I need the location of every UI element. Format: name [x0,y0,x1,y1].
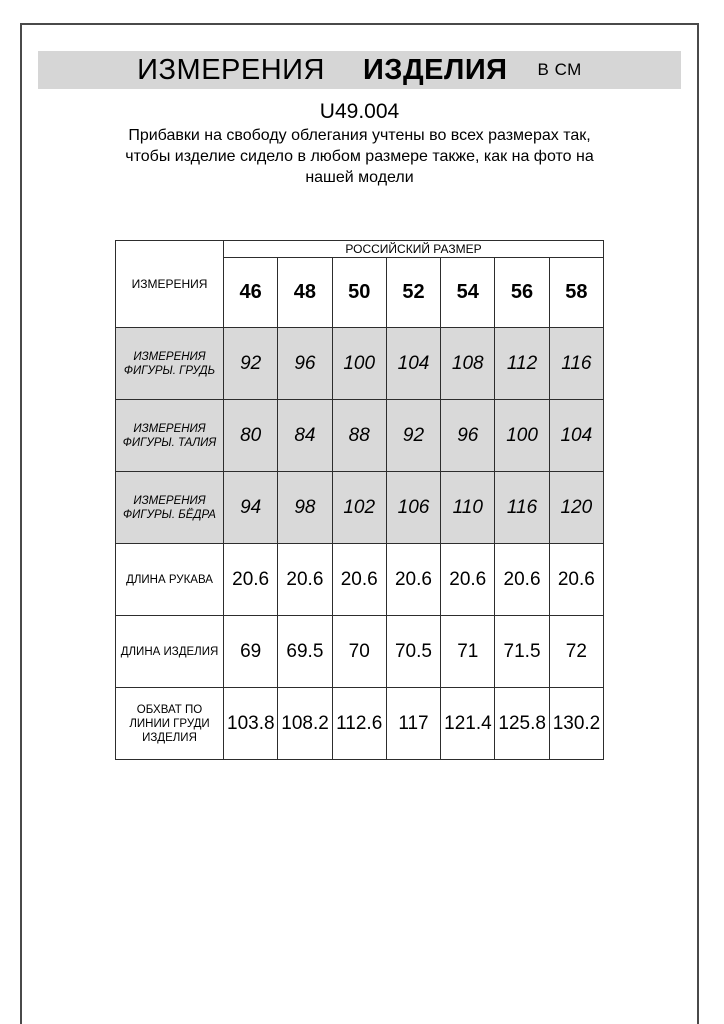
size-column-header: 58 [549,258,603,328]
table-row-figure-hips [116,472,604,544]
size-column-header: 56 [495,258,549,328]
value-cell: 70 [332,616,386,688]
value-cell: 84 [278,400,332,472]
value-cell: 20.6 [441,544,495,616]
page-title-unit: В СМ [537,60,582,79]
value-cell: 120 [549,472,603,544]
size-column-header: 46 [224,258,278,328]
value-cell: 96 [278,328,332,400]
value-cell: 20.6 [224,544,278,616]
value-cell: 130.2 [549,688,603,760]
title-bar [38,51,681,89]
table-row-item-length [116,616,604,688]
value-cell: 125.8 [495,688,549,760]
description [22,125,697,188]
size-table [115,240,604,760]
value-cell: 117 [386,688,440,760]
table-row-sleeve-length [116,544,604,616]
value-cell: 121.4 [441,688,495,760]
value-cell: 98 [278,472,332,544]
row-label: ДЛИНА РУКАВА [116,544,224,616]
value-cell: 116 [495,472,549,544]
value-cell: 69.5 [278,616,332,688]
value-cell: 71.5 [495,616,549,688]
size-column-header: 52 [386,258,440,328]
row-label: ИЗМЕРЕНИЯ ФИГУРЫ. БЁДРА [116,472,224,544]
page-title-product: ИЗДЕЛИЯ [362,53,508,86]
corner-cell-measurements: ИЗМЕРЕНИЯ [116,241,224,328]
size-column-header: 48 [278,258,332,328]
value-cell: 108 [441,328,495,400]
value-cell: 100 [495,400,549,472]
value-cell: 20.6 [278,544,332,616]
value-cell: 20.6 [495,544,549,616]
value-cell: 72 [549,616,603,688]
page-title-measurements: ИЗМЕРЕНИЯ [137,53,325,86]
value-cell: 112 [495,328,549,400]
value-cell: 20.6 [549,544,603,616]
value-cell: 92 [224,328,278,400]
size-column-header: 50 [332,258,386,328]
value-cell: 70.5 [386,616,440,688]
value-cell: 104 [549,400,603,472]
value-cell: 103.8 [224,688,278,760]
row-label: ИЗМЕРЕНИЯ ФИГУРЫ. ТАЛИЯ [116,400,224,472]
description-line: нашей модели [305,169,414,186]
value-cell: 104 [386,328,440,400]
product-code: U49.004 [319,100,400,123]
value-cell: 96 [441,400,495,472]
value-cell: 112.6 [332,688,386,760]
row-label: ИЗМЕРЕНИЯ ФИГУРЫ. ГРУДЬ [116,328,224,400]
value-cell: 88 [332,400,386,472]
value-cell: 20.6 [386,544,440,616]
value-cell: 106 [386,472,440,544]
size-column-header: 54 [441,258,495,328]
value-cell: 20.6 [332,544,386,616]
value-cell: 80 [224,400,278,472]
description-line: чтобы изделие сидело в любом размере также, как на фото на [125,148,594,165]
table-row-chest-girth [116,688,604,760]
row-label: ДЛИНА ИЗДЕЛИЯ [116,616,224,688]
value-cell: 100 [332,328,386,400]
value-cell: 108.2 [278,688,332,760]
group-header-row [116,241,604,258]
value-cell: 110 [441,472,495,544]
table-row-figure-waist [116,400,604,472]
value-cell: 116 [549,328,603,400]
row-label: ОБХВАТ ПО ЛИНИИ ГРУДИ ИЗДЕЛИЯ [116,688,224,760]
page-frame [20,23,699,1024]
table-row-figure-chest [116,328,604,400]
value-cell: 94 [224,472,278,544]
value-cell: 69 [224,616,278,688]
description-line: Прибавки на свободу облегания учтены во всех размерах так, [128,127,591,144]
group-header-russian-size: РОССИЙСКИЙ РАЗМЕР [224,241,604,258]
value-cell: 102 [332,472,386,544]
value-cell: 92 [386,400,440,472]
value-cell: 71 [441,616,495,688]
